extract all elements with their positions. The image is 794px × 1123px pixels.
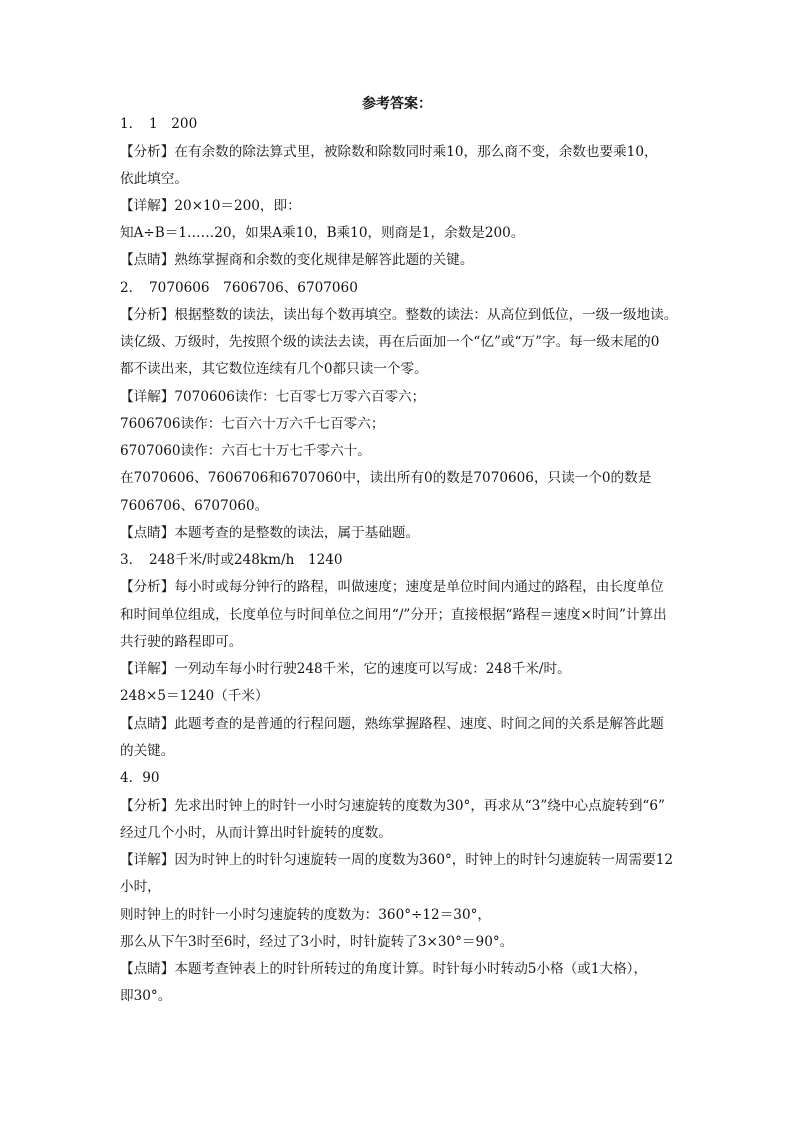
answer-3-analysis: 【分析】每小时或每分钟行的路程，叫做速度；速度是单位时间内通过的路程，由长度单位 xyxy=(120,579,664,595)
answer-2-detail-cont-4: 7606706、6707060。 xyxy=(120,498,269,514)
answer-4-analysis-cont: 经过几个小时，从而计算出时针旋转的度数。 xyxy=(120,825,392,841)
answer-3-header: 3． 248千米/时或248km/h 1240 xyxy=(120,552,343,568)
answer-4-analysis: 【分析】先求出时钟上的时针一小时匀速旋转的度数为30°，再求从“3”绕中心点旋转到“6” xyxy=(120,798,665,814)
answer-2-detail-cont-2: 6707060读作：六百七十万七千零六十。 xyxy=(120,443,371,459)
answer-1-detail-cont: 知A÷B＝1……20，如果A乘10，B乘10，则商是1，余数是200。 xyxy=(120,225,525,241)
answer-1-detail: 【详解】20×10＝200，即： xyxy=(120,198,301,214)
answer-4-detail-cont-2: 则时钟上的时针一小时匀速旋转的度数为：360°÷12＝30°， xyxy=(120,907,491,923)
answer-4-detail: 【详解】因为时钟上的时针匀速旋转一周的度数为360°，时钟上的时针匀速旋转一周需要12 xyxy=(120,852,674,868)
answer-2-detail-cont-3: 在7070606、7606706和6707060中，读出所有0的数是7070606，只读一个0的数是 xyxy=(120,470,652,486)
answer-3-detail: 【详解】一列动车每小时行驶248千米，它的速度可以写成：248千米/时。 xyxy=(120,661,571,677)
answer-3-analysis-cont-1: 和时间单位组成，长度单位与时间单位之间用“/”分开；直接根据“路程＝速度×时间”计算出 xyxy=(120,607,667,623)
answer-4-insight: 【点睛】本题考查钟表上的时针所转过的角度计算。时针每小时转动5小格（或1大格）， xyxy=(120,961,648,977)
answer-2-detail: 【详解】7070606读作：七百零七万零六百零六； xyxy=(120,389,426,405)
answer-2-analysis-cont-1: 读亿级、万级时，先按照个级的读法去读，再在后面加一个“亿”或“万”字。每一级末尾的0 xyxy=(120,334,660,350)
answer-4-insight-cont: 即30°。 xyxy=(120,988,172,1004)
answer-3-detail-cont: 248×5＝1240（千米） xyxy=(120,688,269,704)
answer-3-insight-cont: 的关键。 xyxy=(120,743,175,759)
answer-1-analysis: 【分析】在有余数的除法算式里，被除数和除数同时乘10，那么商不变，余数也要乘10， xyxy=(120,144,658,160)
answer-2-detail-cont-1: 7606706读作：七百六十万六千七百零六； xyxy=(120,416,385,432)
answer-4-detail-cont-1: 小时， xyxy=(120,879,161,895)
answer-2-analysis: 【分析】根据整数的读法，读出每个数再填空。整数的读法：从高位到低位，一级一级地读。 xyxy=(120,307,678,323)
answer-3-analysis-cont-2: 共行驶的路程即可。 xyxy=(120,634,243,650)
answer-2-header: 2． 7070606 7606706、6707060 xyxy=(120,280,358,296)
answer-2-analysis-cont-2: 都不读出来，其它数位连续有几个0都只读一个零。 xyxy=(120,361,428,377)
answer-4-header: 4．90 xyxy=(120,770,160,786)
answer-1-analysis-cont: 依此填空。 xyxy=(120,171,188,187)
answer-2-insight: 【点睛】本题考查的是整数的读法，属于基础题。 xyxy=(120,525,420,541)
answer-1-insight: 【点睛】熟练掌握商和余数的变化规律是解答此题的关键。 xyxy=(120,252,474,268)
answer-4-detail-cont-3: 那么从下午3时至6时，经过了3小时，时针旋转了3×30°＝90°。 xyxy=(120,934,514,950)
answer-1-header: 1． 1 200 xyxy=(120,116,198,132)
page-title: 参考答案： xyxy=(362,96,432,112)
answer-3-insight: 【点睛】此题考查的是普通的行程问题，熟练掌握路程、速度、时间之间的关系是解答此题 xyxy=(120,716,664,732)
